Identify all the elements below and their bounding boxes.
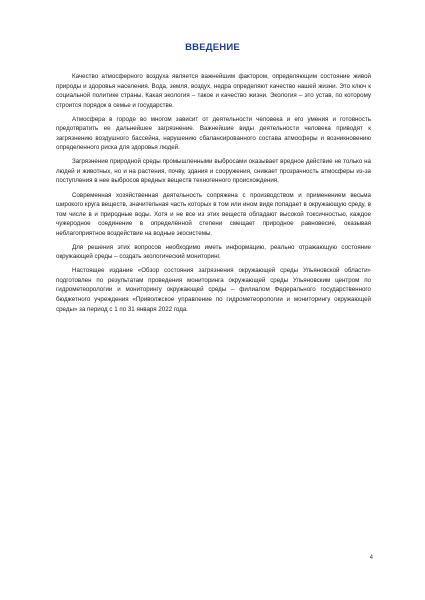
page-number: 4 <box>369 555 373 561</box>
paragraph-4: Современная хозяйственная деятельность сопряжена с производством и применением весьма широкого круга веществ, значительная часть которых в том или ином виде попадает в окружающую среду, в том числе в и природные воды. Хотя и не все из этих веществ обладают высокой токсичностью, каждое чужеродное соединение в определённой степени смещает природное равновесие, оказывая неблагоприятное воздействие на водные экосистемы. <box>56 191 371 237</box>
paragraph-2: Атмосфера в городе во многом зависит от деятельности человека и его умения и готовность предотвратить ее дальнейшее загрязнение. Важнейшие виды деятельности человека приводят к загрязнению воздушного бассейна, нарушению сбалансированного состава атмосферы и возникновению определенного риска для здоровья людей. <box>56 115 371 152</box>
page-title: ВВЕДЕНИЕ <box>185 42 240 53</box>
paragraph-3: Загрязнение природной среды промышленными выбросами оказывает вредное действие не только на людей и животных, но и на растения, почву, здания и сооружения, снижает прозрачность атмосферы из-за поступления в нее выбросов вредных веществ техногенного происхождения. <box>56 158 371 185</box>
paragraph-1: Качество атмосферного воздуха является важнейшим фактором, определяющим состояние живой природы и здоровья населения. Вода, земля, воздух, недра определяют качество нашей жизни. Это ключ к социальной политике страны. Какая экология – такое и качество жизни. Экология – это устав, по которому строится порядок в семье и государстве. <box>56 73 371 109</box>
paragraph-6: Настоящее издание «Обзор состояния загрязнения окружающей среды Ульяновской области» подготовлен по результатам проведения мониторинга окружающей среды Ульяновским центром по гидрометеорологии и мониторингу окружающей среды – филиалом Федерального государственного бюджетного учреждения «Приволжское управление по гидрометеорологии и мониторингу окружающей среды» за период с 1 по 31 января 2022 года. <box>56 267 371 313</box>
paragraph-5: Для решения этих вопросов необходимо иметь информацию, реально отражающую состояние окружающей среды – создать экологический мониторинг. <box>56 243 371 261</box>
introduction-body <box>56 72 371 319</box>
